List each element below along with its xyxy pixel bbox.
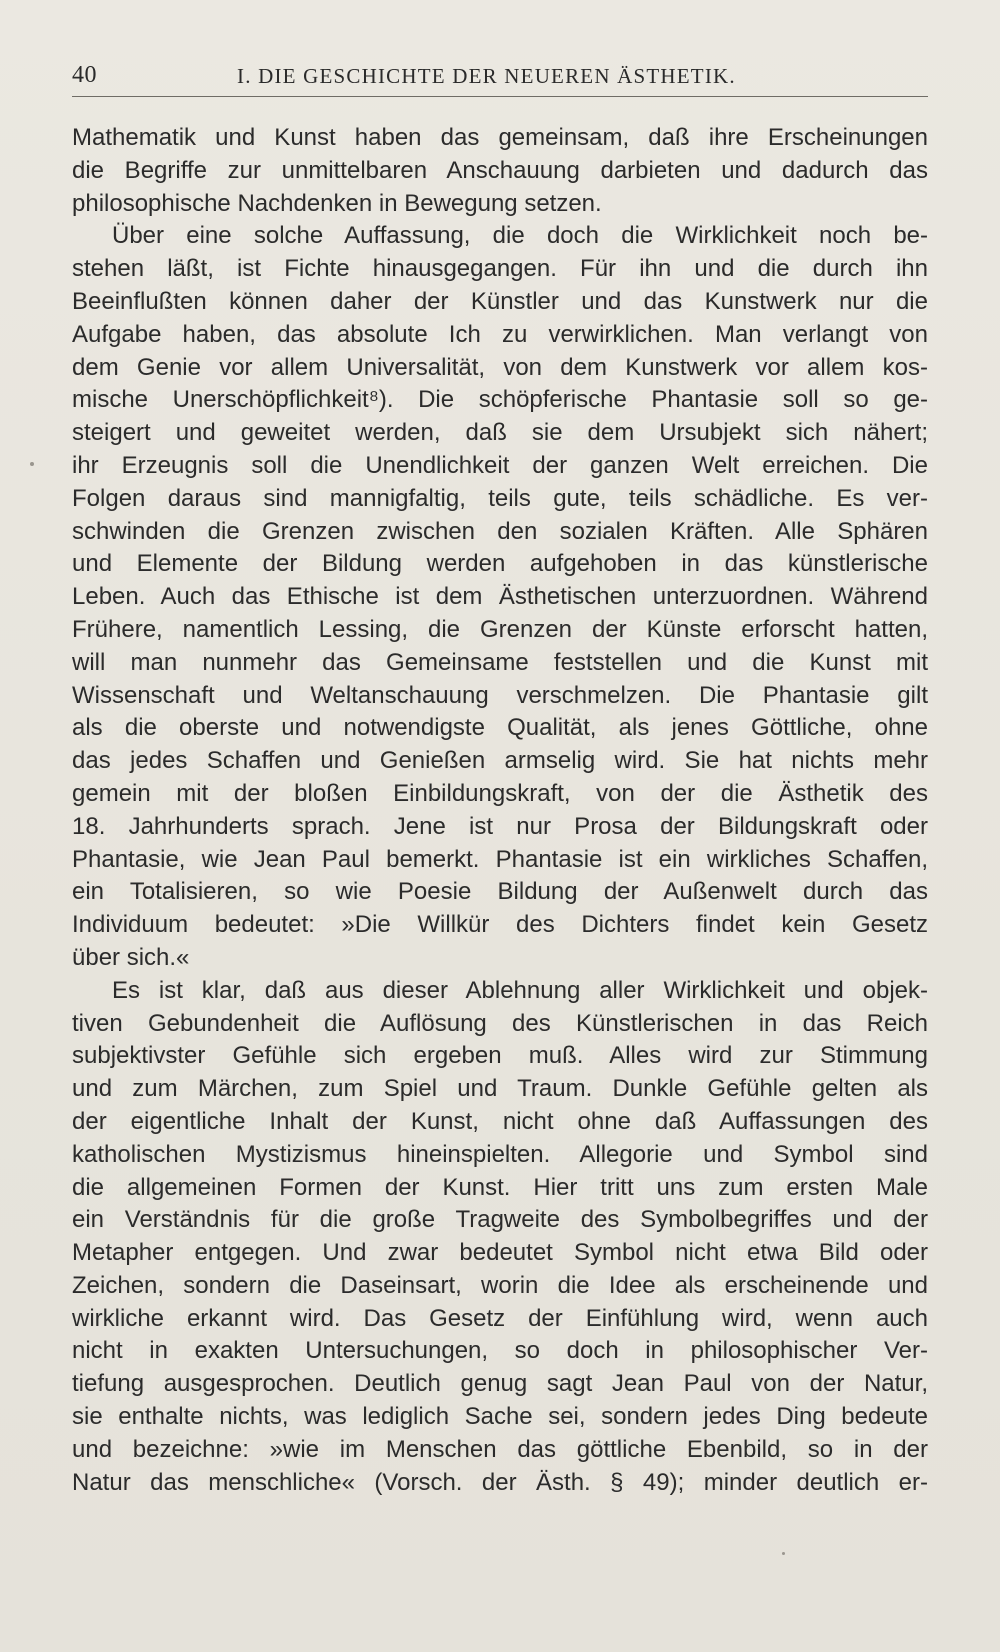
- text-line: Über eine solche Auffassung, die doch die Wirklichkeit noch be-: [112, 222, 928, 250]
- text-line: ein Totalisieren, so wie Poesie Bildung der Außenwelt durch das: [72, 878, 928, 906]
- text-line: die allgemeinen Formen der Kunst. Hier tritt uns zum ersten Male: [72, 1173, 928, 1201]
- text-line: Beeinflußten können daher der Künstler und das Kunstwerk nur die: [72, 287, 928, 315]
- text-line: mische Unerschöpflichkeit⁸). Die schöpferische Phantasie soll so ge-: [72, 386, 928, 414]
- text-line: subjektivster Gefühle sich ergeben muß. Alles wird zur Stimmung: [72, 1042, 928, 1070]
- text-line: und Elemente der Bildung werden aufgehoben in das künstlerische: [72, 550, 928, 578]
- text-line: wirkliche erkannt wird. Das Gesetz der Einfühlung wird, wenn auch: [72, 1304, 928, 1332]
- text-line: philosophische Nachdenken in Bewegung setzen.: [72, 189, 602, 217]
- page-header: [72, 62, 928, 97]
- text-line: steigert und geweitet werden, daß sie dem Ursubjekt sich nähert;: [72, 419, 928, 447]
- text-line: dem Genie vor allem Universalität, von dem Kunstwerk vor allem kos-: [72, 353, 928, 381]
- text-line: ihr Erzeugnis soll die Unendlichkeit der ganzen Welt erreichen. Die: [72, 451, 928, 479]
- text-line: Frühere, namentlich Lessing, die Grenzen der Künste erforscht hatten,: [72, 615, 928, 643]
- text-line: sie enthalte nichts, was lediglich Sache sei, sondern jedes Ding bedeute: [72, 1403, 928, 1431]
- text-line: Mathematik und Kunst haben das gemeinsam, daß ihre Erscheinungen: [72, 124, 928, 151]
- text-line: Aufgabe haben, das absolute Ich zu verwirklichen. Man verlangt von: [72, 320, 928, 348]
- text-line: und bezeichne: »wie im Menschen das göttliche Ebenbild, so in der: [72, 1435, 928, 1463]
- text-line: Metapher entgegen. Und zwar bedeutet Symbol nicht etwa Bild oder: [72, 1239, 928, 1267]
- text-line: 18. Jahrhunderts sprach. Jene ist nur Prosa der Bildungskraft oder: [72, 812, 928, 840]
- text-line: Phantasie, wie Jean Paul bemerkt. Phantasie ist ein wirkliches Schaffen,: [72, 845, 928, 873]
- paper-speck: [30, 462, 34, 466]
- text-line: Leben. Auch das Ethische ist dem Ästhetischen unterzuordnen. Während: [72, 583, 928, 611]
- body-text: [72, 122, 928, 1499]
- text-line: über sich.«: [72, 943, 190, 971]
- text-line: nicht in exakten Untersuchungen, so doch in philosophischer Ver-: [72, 1337, 928, 1365]
- paper-speck: [782, 1552, 785, 1555]
- text-line: schwinden die Grenzen zwischen den sozialen Kräften. Alle Sphären: [72, 517, 928, 545]
- text-line: tiefung ausgesprochen. Deutlich genug sagt Jean Paul von der Natur,: [72, 1370, 928, 1398]
- text-line: Individuum bedeutet: »Die Willkür des Dichters findet kein Gesetz: [72, 911, 928, 939]
- text-line: Folgen daraus sind mannigfaltig, teils gute, teils schädliche. Es ver-: [72, 484, 928, 512]
- text-line: ein Verständnis für die große Tragweite des Symbolbegriffes und der: [72, 1206, 928, 1234]
- text-line: der eigentliche Inhalt der Kunst, nicht ohne daß Auffassungen des: [72, 1107, 928, 1135]
- page-number: 40: [72, 62, 97, 88]
- text-line: Zeichen, sondern die Daseinsart, worin die Idee als erscheinende und: [72, 1271, 928, 1299]
- text-line: und zum Märchen, zum Spiel und Traum. Dunkle Gefühle gelten als: [72, 1075, 928, 1103]
- text-line: als die oberste und notwendigste Qualität, als jenes Göttliche, ohne: [72, 714, 928, 742]
- text-line: katholischen Mystizismus hineinspielten. Allegorie und Symbol sind: [72, 1140, 928, 1168]
- running-head: I. DIE GESCHICHTE DER NEUEREN ÄSTHETIK.: [237, 64, 736, 88]
- text-line: tiven Gebundenheit die Auflösung des Künstlerischen in das Reich: [72, 1009, 928, 1037]
- text-line: Es ist klar, daß aus dieser Ablehnung aller Wirklichkeit und objek-: [112, 976, 928, 1004]
- text-line: will man nunmehr das Gemeinsame feststellen und die Kunst mit: [72, 648, 928, 676]
- text-line: Wissenschaft und Weltanschauung verschmelzen. Die Phantasie gilt: [72, 681, 928, 709]
- text-line: stehen läßt, ist Fichte hinausgegangen. Für ihn und die durch ihn: [72, 255, 928, 283]
- text-line: Natur das menschliche« (Vorsch. der Ästh. § 49); minder deutlich er-: [72, 1468, 928, 1496]
- text-line: die Begriffe zur unmittelbaren Anschauung darbieten und dadurch das: [72, 156, 928, 184]
- text-line: das jedes Schaffen und Genießen armselig wird. Sie hat nichts mehr: [72, 747, 928, 775]
- text-line: gemein mit der bloßen Einbildungskraft, von der die Ästhetik des: [72, 779, 928, 807]
